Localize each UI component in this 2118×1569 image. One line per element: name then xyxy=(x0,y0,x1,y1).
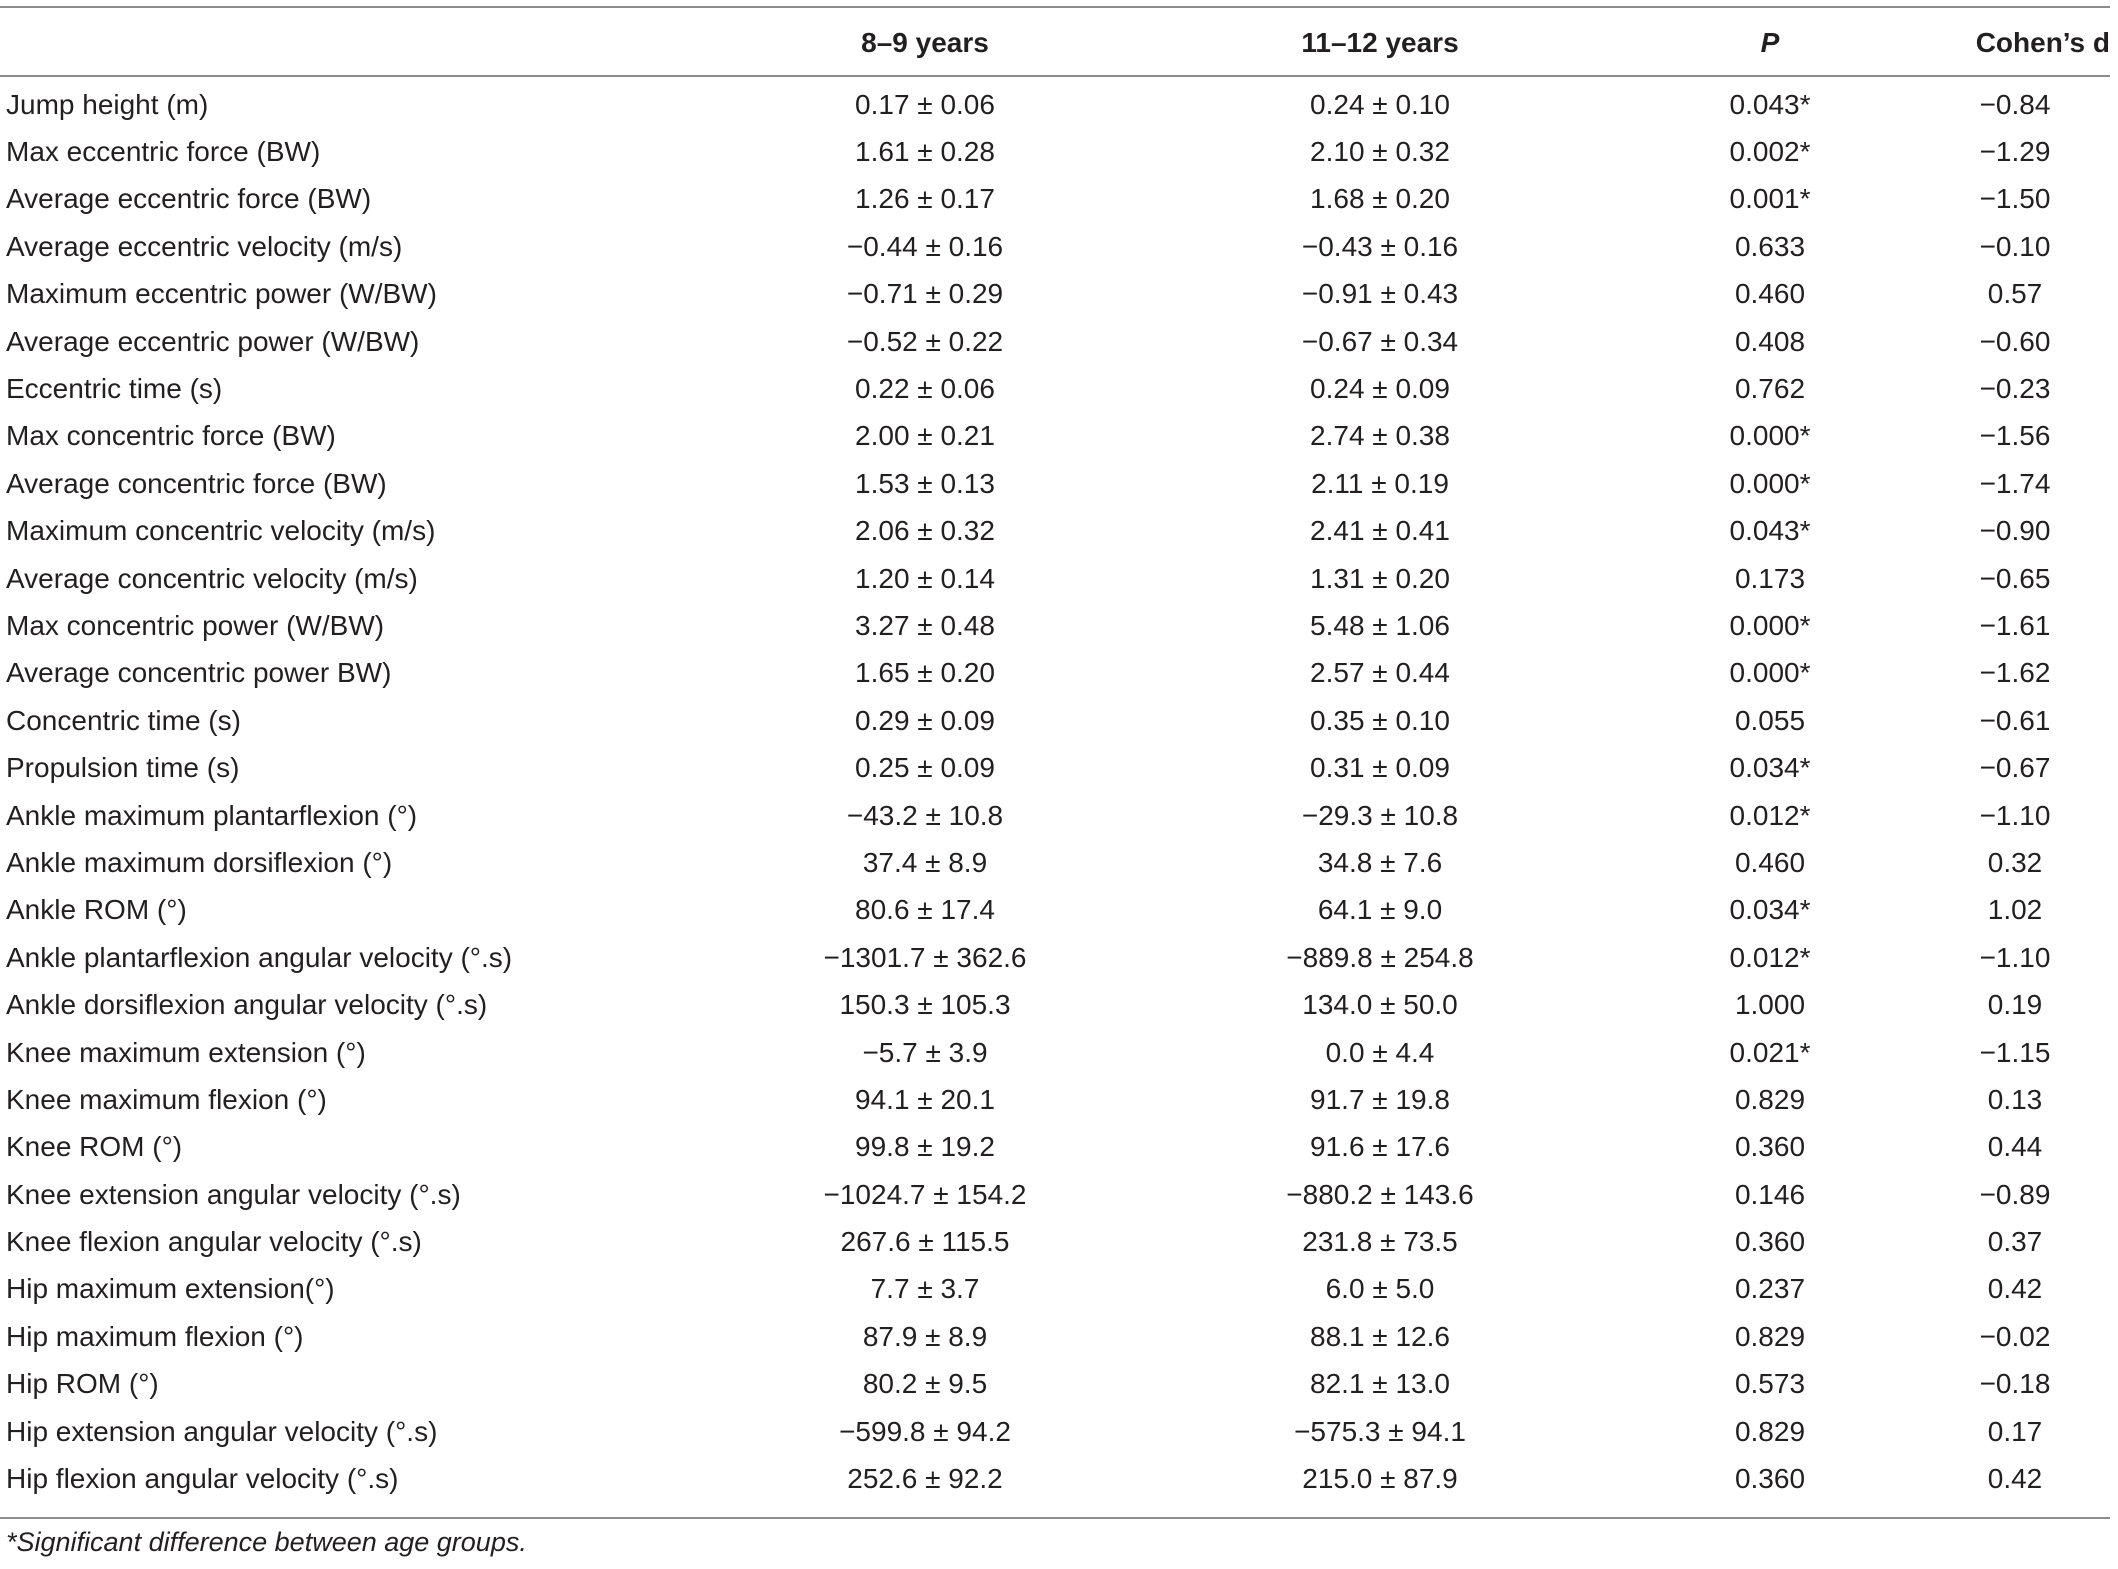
row-label: Ankle plantarflexion angular velocity (°.s) xyxy=(6,941,513,973)
value-8-9-years: −5.7 ± 3.9 xyxy=(862,1036,988,1068)
cohens-d: −0.02 xyxy=(1979,1320,2051,1352)
cohens-d: −0.67 xyxy=(1979,752,2051,784)
value-11-12-years: 1.31 ± 0.20 xyxy=(1310,562,1450,594)
table-row xyxy=(0,981,2110,1028)
row-label: Knee flexion angular velocity (°.s) xyxy=(6,1226,422,1258)
table-row xyxy=(0,1266,2110,1313)
p-value: 0.360 xyxy=(1734,1131,1806,1163)
value-8-9-years: −1301.7 ± 362.6 xyxy=(823,941,1027,973)
row-label: Knee extension angular velocity (°.s) xyxy=(6,1178,461,1210)
value-8-9-years: 3.27 ± 0.48 xyxy=(855,609,995,641)
cohens-d: 0.44 xyxy=(1987,1131,2043,1163)
row-label: Jump height (m) xyxy=(6,88,209,120)
p-value: 0.146 xyxy=(1734,1178,1806,1210)
table-row xyxy=(0,318,2110,365)
table-row xyxy=(0,508,2110,555)
row-label: Average eccentric velocity (m/s) xyxy=(6,230,403,262)
table-row xyxy=(0,1313,2110,1360)
p-value: 0.002* xyxy=(1729,136,1811,168)
row-label: Hip maximum flexion (°) xyxy=(6,1320,304,1352)
table-top-rule xyxy=(0,6,2110,8)
cohens-d: −0.10 xyxy=(1979,230,2051,262)
cohens-d: 0.32 xyxy=(1987,846,2043,878)
value-8-9-years: 1.61 ± 0.28 xyxy=(855,136,995,168)
value-8-9-years: 150.3 ± 105.3 xyxy=(839,989,1011,1021)
row-label: Average eccentric force (BW) xyxy=(6,183,372,215)
cohens-d: 0.19 xyxy=(1987,989,2043,1021)
p-value: 0.043* xyxy=(1729,515,1811,547)
row-label: Knee maximum flexion (°) xyxy=(6,1083,327,1115)
p-value: 0.043* xyxy=(1729,88,1811,120)
row-label: Eccentric time (s) xyxy=(6,373,223,405)
row-label: Concentric time (s) xyxy=(6,704,241,736)
table-row xyxy=(0,271,2110,318)
value-8-9-years: 0.22 ± 0.06 xyxy=(855,373,995,405)
p-value: 0.762 xyxy=(1734,373,1806,405)
table-row xyxy=(0,1076,2110,1123)
cohens-d: 0.13 xyxy=(1987,1083,2043,1115)
value-11-12-years: 0.31 ± 0.09 xyxy=(1310,752,1450,784)
value-8-9-years: 2.00 ± 0.21 xyxy=(855,420,995,452)
row-label: Ankle ROM (°) xyxy=(6,894,187,926)
table-row xyxy=(0,697,2110,744)
cohens-d: −0.61 xyxy=(1979,704,2051,736)
table-row xyxy=(0,1029,2110,1076)
value-8-9-years: 87.9 ± 8.9 xyxy=(862,1320,988,1352)
header-cohens-d: Cohen’s d xyxy=(1975,26,2110,58)
table-row xyxy=(0,460,2110,507)
p-value: 0.000* xyxy=(1729,467,1811,499)
cohens-d: −0.23 xyxy=(1979,373,2051,405)
value-11-12-years: 231.8 ± 73.5 xyxy=(1302,1226,1458,1258)
value-8-9-years: −0.71 ± 0.29 xyxy=(846,278,1004,310)
p-value: 0.573 xyxy=(1734,1368,1806,1400)
value-8-9-years: 80.2 ± 9.5 xyxy=(862,1368,988,1400)
value-8-9-years: 252.6 ± 92.2 xyxy=(847,1463,1003,1495)
table-row xyxy=(0,1171,2110,1218)
value-11-12-years: 91.6 ± 17.6 xyxy=(1310,1131,1450,1163)
header-group-11-12-years: 11–12 years xyxy=(1301,26,1459,58)
value-11-12-years: −29.3 ± 10.8 xyxy=(1301,799,1459,831)
table-row xyxy=(0,1408,2110,1455)
header-row xyxy=(0,10,2110,75)
value-11-12-years: 134.0 ± 50.0 xyxy=(1302,989,1458,1021)
p-value: 0.460 xyxy=(1734,278,1806,310)
row-label: Knee ROM (°) xyxy=(6,1131,183,1163)
table-row xyxy=(0,555,2110,602)
cohens-d: −1.29 xyxy=(1979,136,2051,168)
value-11-12-years: 2.57 ± 0.44 xyxy=(1310,657,1450,689)
cohens-d: −1.62 xyxy=(1979,657,2051,689)
header-p-value: P xyxy=(1760,26,1780,58)
cohens-d: −1.50 xyxy=(1979,183,2051,215)
row-label: Ankle dorsiflexion angular velocity (°.s) xyxy=(6,989,488,1021)
value-11-12-years: 6.0 ± 5.0 xyxy=(1325,1273,1435,1305)
value-11-12-years: 2.10 ± 0.32 xyxy=(1310,136,1450,168)
cohens-d: −1.56 xyxy=(1979,420,2051,452)
p-value: 0.460 xyxy=(1734,846,1806,878)
cohens-d: 1.02 xyxy=(1987,894,2043,926)
row-label: Average eccentric power (W/BW) xyxy=(6,325,420,357)
value-11-12-years: 0.24 ± 0.09 xyxy=(1310,373,1450,405)
row-label: Ankle maximum dorsiflexion (°) xyxy=(6,846,393,878)
p-value: 0.173 xyxy=(1734,562,1806,594)
value-8-9-years: −599.8 ± 94.2 xyxy=(839,1415,1011,1447)
value-8-9-years: −43.2 ± 10.8 xyxy=(846,799,1004,831)
value-8-9-years: 0.17 ± 0.06 xyxy=(855,88,995,120)
value-8-9-years: 99.8 ± 19.2 xyxy=(855,1131,995,1163)
value-8-9-years: 1.20 ± 0.14 xyxy=(855,562,995,594)
row-label: Propulsion time (s) xyxy=(6,752,240,784)
table-row xyxy=(0,1455,2110,1502)
p-value: 0.360 xyxy=(1734,1226,1806,1258)
cohens-d: 0.17 xyxy=(1987,1415,2043,1447)
row-label: Maximum concentric velocity (m/s) xyxy=(6,515,436,547)
value-11-12-years: 82.1 ± 13.0 xyxy=(1310,1368,1450,1400)
value-11-12-years: −0.67 ± 0.34 xyxy=(1301,325,1459,357)
cohens-d: 0.57 xyxy=(1987,278,2043,310)
value-8-9-years: −1024.7 ± 154.2 xyxy=(823,1178,1027,1210)
value-8-9-years: 1.65 ± 0.20 xyxy=(855,657,995,689)
table-row xyxy=(0,1361,2110,1408)
table-row xyxy=(0,934,2110,981)
value-8-9-years: 7.7 ± 3.7 xyxy=(870,1273,980,1305)
p-value: 0.021* xyxy=(1729,1036,1811,1068)
row-label: Max concentric power (W/BW) xyxy=(6,609,385,641)
p-value: 0.000* xyxy=(1729,657,1811,689)
cohens-d: −1.74 xyxy=(1979,467,2051,499)
table-row xyxy=(0,75,2110,128)
row-label: Maximum eccentric power (W/BW) xyxy=(6,278,437,310)
value-8-9-years: 0.29 ± 0.09 xyxy=(855,704,995,736)
p-value: 0.829 xyxy=(1734,1083,1806,1115)
table-body xyxy=(0,75,2110,1503)
cohens-d: −1.15 xyxy=(1979,1036,2051,1068)
p-value: 0.034* xyxy=(1729,752,1811,784)
header-variable xyxy=(0,10,690,75)
p-value: 0.034* xyxy=(1729,894,1811,926)
table-row xyxy=(0,413,2110,460)
cohens-d: −0.89 xyxy=(1979,1178,2051,1210)
row-label: Max eccentric force (BW) xyxy=(6,136,321,168)
p-value: 0.829 xyxy=(1734,1415,1806,1447)
row-label: Ankle maximum plantarflexion (°) xyxy=(6,799,418,831)
table-row xyxy=(0,887,2110,934)
value-8-9-years: −0.44 ± 0.16 xyxy=(846,230,1004,262)
p-value: 0.360 xyxy=(1734,1463,1806,1495)
value-11-12-years: −0.43 ± 0.16 xyxy=(1301,230,1459,262)
cohens-d: −0.65 xyxy=(1979,562,2051,594)
value-11-12-years: 0.24 ± 0.10 xyxy=(1310,88,1450,120)
cohens-d: −0.18 xyxy=(1979,1368,2051,1400)
table-row xyxy=(0,792,2110,839)
row-label: Average concentric force (BW) xyxy=(6,467,387,499)
value-8-9-years: 267.6 ± 115.5 xyxy=(840,1226,1010,1258)
value-11-12-years: 2.11 ± 0.19 xyxy=(1311,467,1449,499)
p-value: 1.000 xyxy=(1734,989,1806,1021)
value-11-12-years: 1.68 ± 0.20 xyxy=(1310,183,1450,215)
table-header xyxy=(0,10,2110,75)
table-row xyxy=(0,176,2110,223)
row-label: Hip maximum extension(°) xyxy=(6,1273,335,1305)
table-row xyxy=(0,1124,2110,1171)
p-value: 0.000* xyxy=(1729,609,1811,641)
value-8-9-years: 94.1 ± 20.1 xyxy=(855,1083,995,1115)
value-8-9-years: −0.52 ± 0.22 xyxy=(846,325,1004,357)
value-11-12-years: 0.35 ± 0.10 xyxy=(1310,704,1450,736)
p-value: 0.633 xyxy=(1734,230,1806,262)
table-bottom-rule xyxy=(0,1517,2110,1519)
table-footnote: *Significant difference between age groups. xyxy=(6,1527,527,1557)
p-value: 0.001* xyxy=(1729,183,1811,215)
table-row xyxy=(0,223,2110,270)
cohens-d: −0.90 xyxy=(1979,515,2051,547)
row-label: Hip ROM (°) xyxy=(6,1368,159,1400)
value-8-9-years: 0.25 ± 0.09 xyxy=(855,752,995,784)
p-value: 0.829 xyxy=(1734,1320,1806,1352)
value-11-12-years: 91.7 ± 19.8 xyxy=(1310,1083,1450,1115)
row-label: Hip flexion angular velocity (°.s) xyxy=(6,1463,399,1495)
table-row xyxy=(0,128,2110,175)
value-11-12-years: 215.0 ± 87.9 xyxy=(1302,1463,1458,1495)
cohens-d: −1.61 xyxy=(1979,609,2051,641)
value-11-12-years: 0.0 ± 4.4 xyxy=(1325,1036,1435,1068)
table-row xyxy=(0,650,2110,697)
value-11-12-years: 2.41 ± 0.41 xyxy=(1310,515,1450,547)
row-label: Max concentric force (BW) xyxy=(6,420,336,452)
value-11-12-years: 64.1 ± 9.0 xyxy=(1317,894,1443,926)
p-value: 0.012* xyxy=(1729,941,1811,973)
cohens-d: −0.60 xyxy=(1979,325,2051,357)
value-11-12-years: −880.2 ± 143.6 xyxy=(1286,1178,1474,1210)
value-8-9-years: 2.06 ± 0.32 xyxy=(855,515,995,547)
value-8-9-years: 1.53 ± 0.13 xyxy=(855,467,995,499)
value-8-9-years: 80.6 ± 17.4 xyxy=(855,894,995,926)
value-11-12-years: 2.74 ± 0.38 xyxy=(1310,420,1450,452)
row-label: Average concentric power BW) xyxy=(6,657,392,689)
value-11-12-years: 5.48 ± 1.06 xyxy=(1310,609,1450,641)
value-11-12-years: −575.3 ± 94.1 xyxy=(1294,1415,1466,1447)
value-8-9-years: 37.4 ± 8.9 xyxy=(862,846,988,878)
table-row xyxy=(0,1218,2110,1265)
cohens-d: 0.42 xyxy=(1987,1463,2043,1495)
header-group-8-9-years: 8–9 years xyxy=(861,26,989,58)
table-row xyxy=(0,839,2110,886)
p-value: 0.012* xyxy=(1729,799,1811,831)
row-label: Knee maximum extension (°) xyxy=(6,1036,366,1068)
value-11-12-years: 88.1 ± 12.6 xyxy=(1310,1320,1450,1352)
value-8-9-years: 1.26 ± 0.17 xyxy=(855,183,995,215)
p-value: 0.408 xyxy=(1734,325,1806,357)
cohens-d: −1.10 xyxy=(1979,941,2051,973)
p-value: 0.055 xyxy=(1734,704,1806,736)
results-table xyxy=(0,10,2110,1503)
row-label: Hip extension angular velocity (°.s) xyxy=(6,1415,438,1447)
p-value: 0.237 xyxy=(1734,1273,1806,1305)
cohens-d: −0.84 xyxy=(1979,88,2051,120)
value-11-12-years: −0.91 ± 0.43 xyxy=(1301,278,1459,310)
p-value: 0.000* xyxy=(1729,420,1811,452)
cohens-d: 0.42 xyxy=(1987,1273,2043,1305)
table-row xyxy=(0,365,2110,412)
cohens-d: 0.37 xyxy=(1987,1226,2043,1258)
value-11-12-years: 34.8 ± 7.6 xyxy=(1317,846,1443,878)
table-row xyxy=(0,744,2110,791)
value-11-12-years: −889.8 ± 254.8 xyxy=(1286,941,1474,973)
table-row xyxy=(0,602,2110,649)
cohens-d: −1.10 xyxy=(1979,799,2051,831)
row-label: Average concentric velocity (m/s) xyxy=(6,562,418,594)
